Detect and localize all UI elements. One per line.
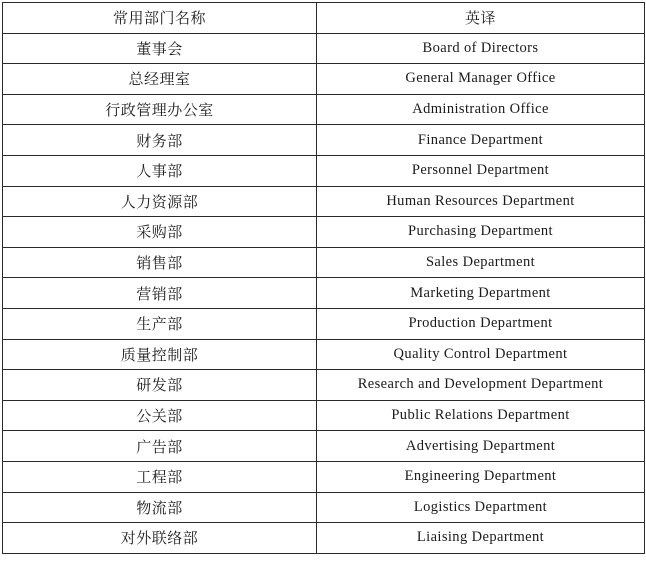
department-name-zh: 人力资源部: [3, 186, 317, 217]
department-name-en: Advertising Department: [317, 431, 645, 462]
department-name-en: Production Department: [317, 308, 645, 339]
header-english-translation: 英译: [317, 3, 645, 34]
table-row: [3, 247, 645, 278]
table-row: [3, 33, 645, 64]
department-name-zh: 营销部: [3, 278, 317, 309]
department-name-zh: 财务部: [3, 125, 317, 156]
table-row: [3, 461, 645, 492]
department-translation-table: [2, 2, 645, 554]
department-name-en: Logistics Department: [317, 492, 645, 523]
table-row: [3, 308, 645, 339]
department-name-en: Finance Department: [317, 125, 645, 156]
department-name-en: Research and Development Department: [317, 370, 645, 401]
department-name-en: Public Relations Department: [317, 400, 645, 431]
department-name-zh: 物流部: [3, 492, 317, 523]
department-name-zh: 销售部: [3, 247, 317, 278]
department-name-en: Sales Department: [317, 247, 645, 278]
department-name-en: Board of Directors: [317, 33, 645, 64]
table-row: [3, 370, 645, 401]
table-row: [3, 431, 645, 462]
department-name-zh: 董事会: [3, 33, 317, 64]
department-name-zh: 公关部: [3, 400, 317, 431]
department-name-en: General Manager Office: [317, 64, 645, 95]
department-name-zh: 广告部: [3, 431, 317, 462]
table-row: [3, 278, 645, 309]
department-name-zh: 研发部: [3, 370, 317, 401]
department-name-en: Marketing Department: [317, 278, 645, 309]
department-name-en: Purchasing Department: [317, 217, 645, 248]
table-row: [3, 64, 645, 95]
department-name-en: Human Resources Department: [317, 186, 645, 217]
table-body: [3, 33, 645, 553]
table-row: [3, 217, 645, 248]
table-row: [3, 155, 645, 186]
document-page: [2, 2, 645, 554]
department-name-zh: 质量控制部: [3, 339, 317, 370]
table-row: [3, 523, 645, 554]
department-name-zh: 工程部: [3, 461, 317, 492]
table-row: [3, 186, 645, 217]
department-name-zh: 行政管理办公室: [3, 94, 317, 125]
table-header-row: [3, 3, 645, 34]
department-name-en: Administration Office: [317, 94, 645, 125]
table-row: [3, 94, 645, 125]
department-name-en: Quality Control Department: [317, 339, 645, 370]
department-name-en: Personnel Department: [317, 155, 645, 186]
department-name-zh: 人事部: [3, 155, 317, 186]
department-name-en: Engineering Department: [317, 461, 645, 492]
department-name-en: Liaising Department: [317, 523, 645, 554]
department-name-zh: 总经理室: [3, 64, 317, 95]
department-name-zh: 生产部: [3, 308, 317, 339]
table-row: [3, 492, 645, 523]
department-name-zh: 对外联络部: [3, 523, 317, 554]
department-name-zh: 采购部: [3, 217, 317, 248]
table-row: [3, 400, 645, 431]
table-row: [3, 125, 645, 156]
header-chinese-name: 常用部门名称: [3, 3, 317, 34]
table-row: [3, 339, 645, 370]
